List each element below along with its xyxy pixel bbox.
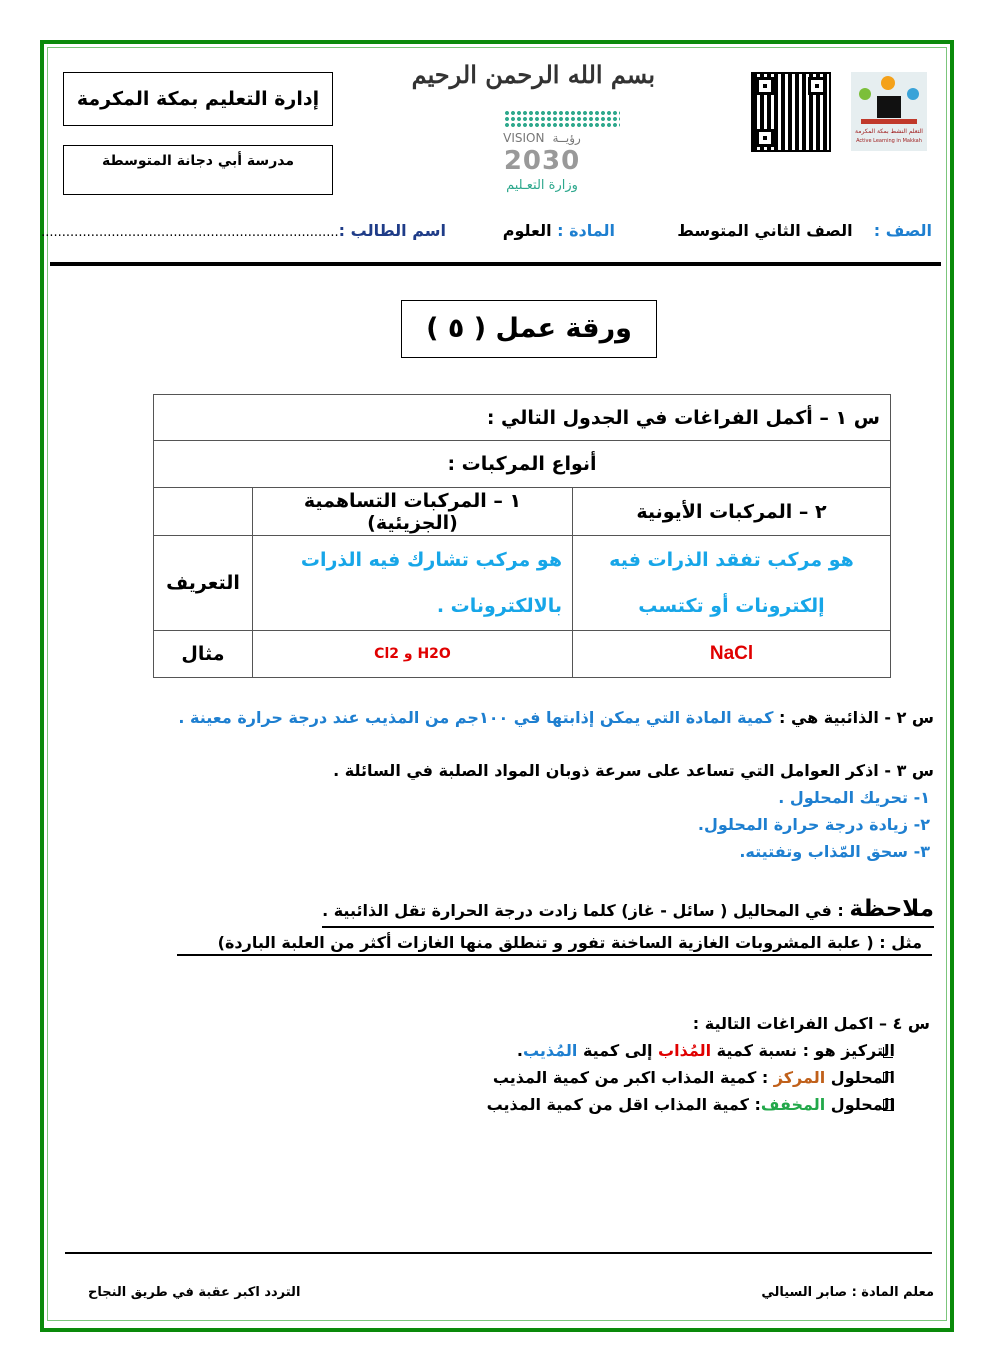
q4-question: س ٤ – اكمل الفراغات التالية : [692, 1014, 930, 1033]
covalent-example: H2O و Cl2 [253, 631, 573, 678]
covalent-def-line1: هو مركب تشارك فيه الذرات [300, 549, 562, 571]
q4-line3-text: المحلول [825, 1095, 895, 1114]
school-box [63, 145, 333, 195]
q2-label: س ٢ - الذائبية هي : [778, 708, 934, 727]
vision-text: VISION [503, 131, 545, 145]
q4-line2-text: المحلول [825, 1068, 895, 1087]
header-divider [50, 262, 941, 266]
q4-line-2 [493, 1067, 895, 1089]
example-label: مثال [154, 631, 253, 678]
student-label: اسم الطالب : [338, 221, 446, 240]
ionic-def-line1: هو مركب تفقد الذرات فيه [609, 549, 854, 571]
q2-answer: كمية المادة التي يمكن إذابتها في ١٠٠جم من المذيب عند درجة حرارة معينة . [178, 708, 774, 727]
subject-field [503, 220, 615, 242]
definition-label: التعريف [154, 536, 253, 631]
q4-solvent: المُذيب [522, 1041, 578, 1060]
logo-caption: التعلم النشط بمكة المكرمة [855, 128, 923, 135]
q3-answer-3: ٣- سحق المّذاب وتفتيته. [739, 842, 930, 861]
q3-question: س ٣ - اذكر العوامل التي تساعد على سرعة ذوبان المواد الصلبة في السائلة . [333, 761, 934, 780]
vision-2030-logo [462, 106, 622, 196]
grade-label: الصف : [873, 221, 932, 240]
compounds-table [153, 394, 891, 678]
note-text: : في المحاليل ( سائل - غاز) كلما زادت درجة الحرارة تقل الذائبية . [322, 901, 844, 920]
bullet-icon [883, 1047, 893, 1058]
teacher-name: معلم المادة : صابر السيالي [761, 1285, 934, 1300]
ionic-example: NaCl [573, 631, 891, 678]
vision-year: 2030 [503, 146, 581, 176]
note-example: مثل : ( علبة المشروبات الغازية الساخنة تفور و تنطلق منها الغازات أكثر من العلبة الباردة) [177, 932, 932, 956]
worksheet-title: ورقة عمل ( ٥ ) [426, 313, 632, 344]
q4-line1-end: . [516, 1041, 523, 1060]
q4-line-1 [517, 1040, 895, 1062]
grade-field [677, 220, 932, 242]
covalent-def-line2: بالالكترونات . [436, 595, 562, 617]
active-learning-logo [851, 72, 927, 151]
q4-concentrated: المركز [773, 1068, 826, 1087]
q4-line-3 [487, 1094, 895, 1116]
q4-dilute: المخفف [760, 1095, 826, 1114]
qr-code [751, 72, 831, 152]
footer-motto: التردد اكبر عقبة في طريق النجاح [88, 1285, 301, 1300]
ionic-header: ٢ – المركبات الأيونية [573, 488, 891, 536]
q3-answer-2: ٢- زيادة درجة حرارة المحلول. [697, 815, 930, 834]
title-box [401, 300, 657, 358]
logo-caption-en: Active Learning in Makkah [856, 138, 922, 144]
q3-answer-1: ١- تحريك المحلول . [778, 788, 930, 807]
q2 [178, 707, 934, 729]
q1-question: س ١ – أكمل الفراغات في الجدول التالي : [154, 395, 891, 441]
empty-header-cell [154, 488, 253, 536]
covalent-definition [253, 536, 573, 631]
basmala: بسم الله الرحمن الرحيم [411, 60, 655, 89]
subject-value: العلوم [502, 221, 552, 240]
q4-line1-mid: إلى كمية [577, 1041, 659, 1060]
bullet-icon [883, 1072, 893, 1083]
ionic-def-line2: إلكترونات أو تكتسب [638, 595, 825, 617]
grade-value: الصف الثاني المتوسط [677, 221, 853, 240]
q4-line2-def: : كمية المذاب اكبر من كمية المذيب [492, 1068, 774, 1087]
q4-line3-def: : كمية المذاب اقل من كمية المذيب [486, 1095, 761, 1114]
ionic-definition [573, 536, 891, 631]
student-name-field[interactable] [41, 220, 446, 244]
ministry-text: وزارة التعـليم [506, 178, 578, 193]
subject-label: المادة : [557, 221, 615, 240]
student-name-blank[interactable]: ........................................................................ [41, 225, 339, 240]
admin-name: إدارة التعليم بمكة المكرمة [76, 88, 320, 110]
covalent-header: ١ – المركبات التساهمية (الجزيئية) [253, 488, 573, 536]
q4-solute: المُذاب [658, 1041, 712, 1060]
note-label: ملاحظة [849, 896, 934, 922]
bullet-icon [883, 1099, 894, 1111]
footer-divider [65, 1252, 932, 1254]
school-name: مدرسة أبي دجانة المتوسطة [101, 153, 295, 169]
vision-ar-text: رؤيــة [552, 131, 581, 145]
note [322, 894, 934, 928]
q4-line1-text: التركيز هو : نسبة كمية [711, 1041, 895, 1060]
admin-box [63, 72, 333, 126]
q1-subheading: أنواع المركبات : [154, 441, 891, 488]
